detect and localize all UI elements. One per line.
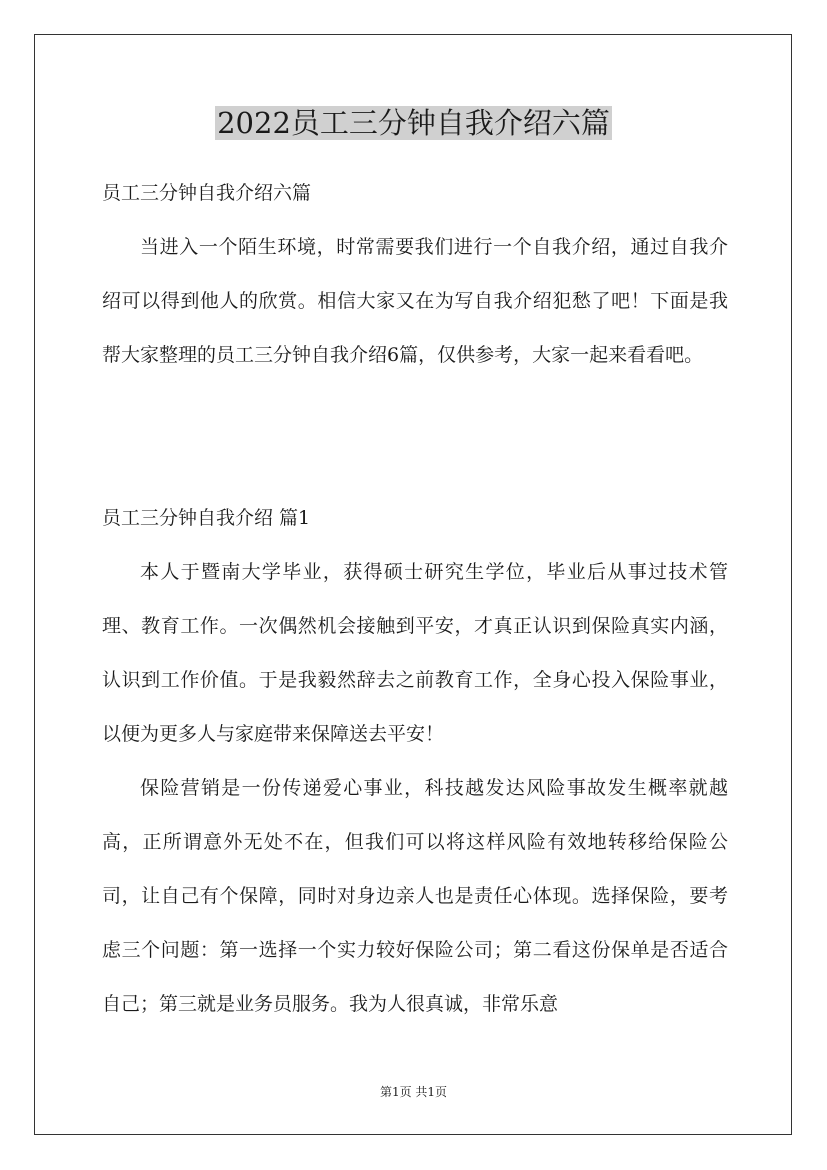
section-1-paragraph-2: 保险营销是一份传递爱心事业，科技越发达风险事故发生概率就越高，正所谓意外无处不在，但我们可以将这样风险有效地转移给保险公司，让自己有个保障，同时对身边亲人也是责任心体现。选择保险，要考虑三个问题：第一选择一个实力较好保险公司；第二看这份保单是否适合自己；第三就是业务员服务。我为人很真诚，非常乐意 xyxy=(102,777,728,1015)
page-number-footer: 第1页 共1页 xyxy=(379,1085,448,1099)
intro-paragraph: 当进入一个陌生环境，时常需要我们进行一个自我介绍，通过自我介绍可以得到他人的欣赏。相信大家又在为写自我介绍犯愁了吧！下面是我帮大家整理的员工三分钟自我介绍6篇，仅供参考，大家一起来看看吧。 xyxy=(102,236,728,366)
document-subtitle: 员工三分钟自我介绍六篇 xyxy=(102,182,312,204)
document-title xyxy=(0,103,827,143)
section-1-heading: 员工三分钟自我介绍 篇1 xyxy=(102,507,311,529)
section-1-paragraph-1: 本人于暨南大学毕业，获得硕士研究生学位，毕业后从事过技术管理、教育工作。一次偶然机会接触到平安，才真正认识到保险真实内涵，认识到工作价值。于是我毅然辞去之前教育工作，全身心投入保险事业，以便为更多人与家庭带来保障送去平安！ xyxy=(102,561,728,745)
document-title-text: 2022员工三分钟自我介绍六篇 xyxy=(217,106,610,140)
